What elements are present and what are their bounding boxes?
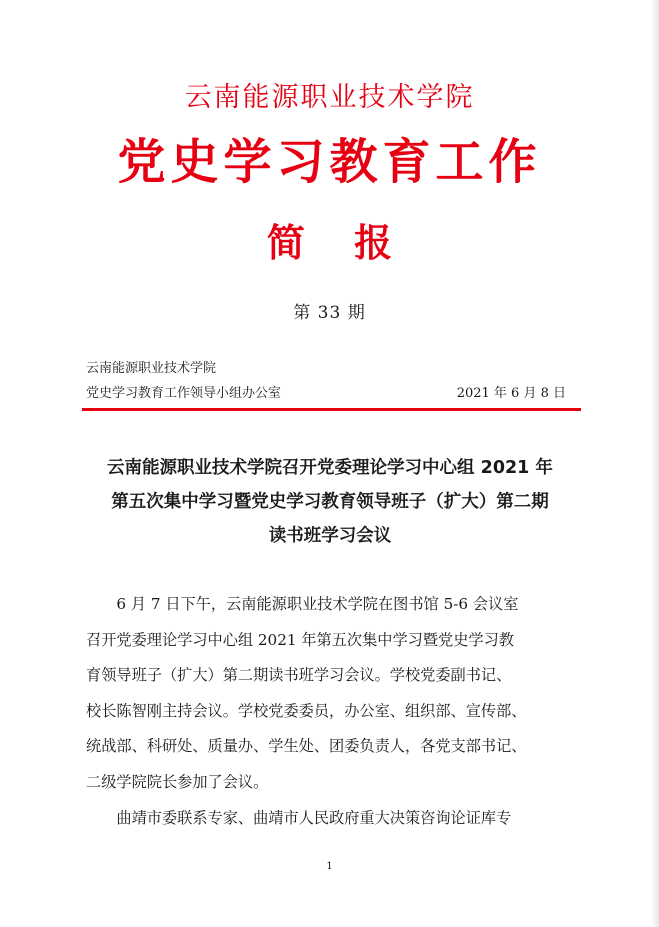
masthead-title: 党史学习教育工作 [117, 134, 542, 190]
masthead-type: 简 报 [266, 220, 411, 265]
headline-line: 云南能源职业技术学院召开党委理论学习中心组 2021 年 [107, 458, 553, 478]
body-line: 6 月 7 日下午，云南能源职业技术学院在图书馆 5-6 会议室 [86, 595, 519, 613]
red-divider-rule [82, 408, 581, 411]
body-line: 二级学院院长参加了会议。 [86, 772, 269, 791]
page-number: 1 [326, 861, 333, 872]
body-line: 育领导班子（扩大）第二期读书班学习会议。学校党委副书记、 [86, 666, 512, 685]
issue-date: 2021 年 6 月 8 日 [456, 386, 566, 401]
headline-line: 第五次集中学习暨党史学习教育领导班子（扩大）第二期 [111, 492, 549, 512]
body-line: 统战部、科研处、质量办、学生处、团委负责人，各党支部书记、 [86, 737, 527, 756]
issuer-line-2: 党史学习教育工作领导小组办公室 [86, 386, 282, 401]
body-line: 曲靖市委联系专家、曲靖市人民政府重大决策咨询论证库专 [86, 808, 512, 827]
issue-number: 第 33 期 [293, 303, 366, 323]
issuer-line-1: 云南能源职业技术学院 [86, 361, 217, 376]
headline-line: 读书班学习会议 [268, 526, 392, 546]
article-body [86, 587, 578, 836]
article-headline [60, 451, 600, 553]
body-line: 校长陈智刚主持会议。学校党委委员，办公室、组织部、宣传部、 [86, 701, 527, 720]
masthead-organization: 云南能源职业技术学院 [184, 82, 475, 113]
body-line: 召开党委理论学习中心组 2021 年第五次集中学习暨党史学习教 [86, 630, 514, 649]
